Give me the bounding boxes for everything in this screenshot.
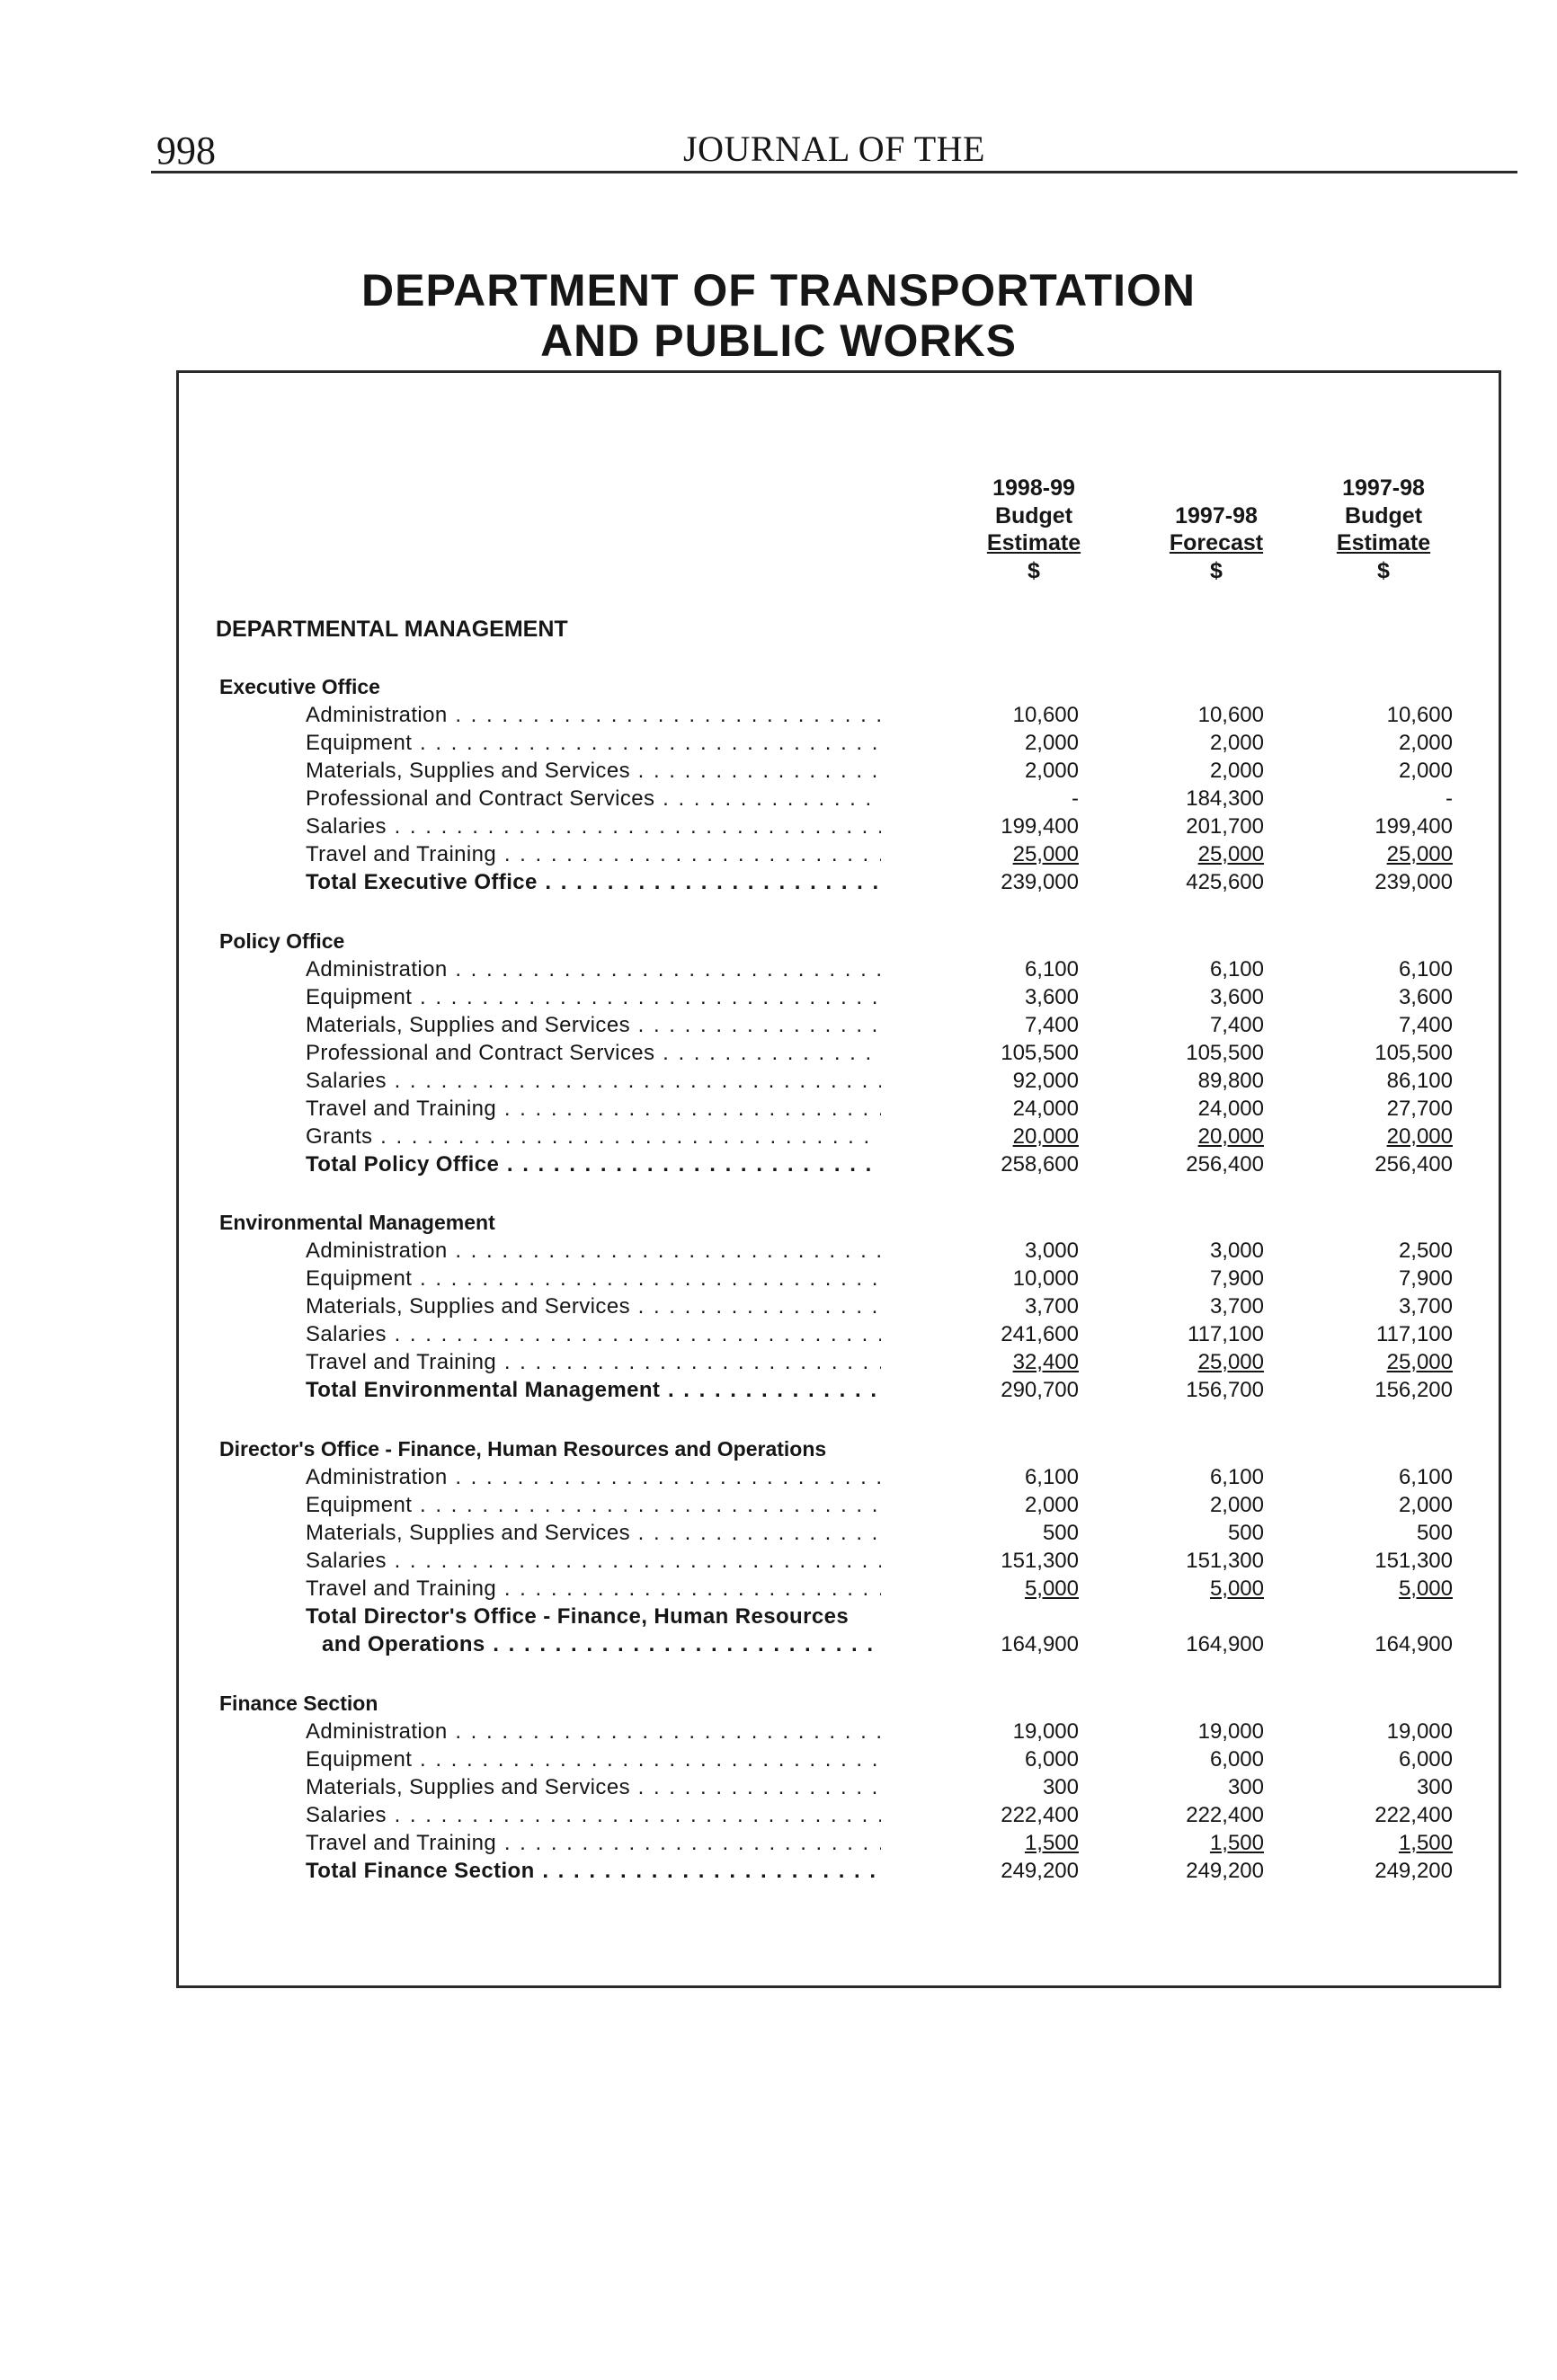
row-label: Travel and Training . . .	[306, 1097, 881, 1122]
column-header-line: Forecast	[1169, 530, 1264, 555]
table-row	[0, 703, 1557, 731]
value-1997-98-forecast: 164,900	[1186, 1632, 1264, 1656]
row-label: Professional and Contract Services . . .	[306, 786, 881, 812]
total-label-first-line: Total Director's Office - Finance, Human Resources	[306, 1604, 850, 1629]
table-row	[0, 1322, 1557, 1350]
value-1997-98-estimate: 222,400	[1375, 1803, 1453, 1827]
row-label: Materials, Supplies and Services . . .	[306, 1775, 881, 1800]
department-title	[180, 265, 1377, 366]
department-title-line-1: DEPARTMENT OF TRANSPORTATION	[361, 265, 1196, 315]
value-1997-98-estimate: 105,500	[1375, 1041, 1453, 1065]
table-row	[0, 1124, 1557, 1152]
value-1997-98-forecast: 117,100	[1188, 1322, 1264, 1346]
value-1997-98-estimate: 25,000	[1386, 1350, 1453, 1374]
section-title: DEPARTMENTAL MANAGEMENT	[216, 617, 568, 642]
column-header-line: 1997-98	[1342, 475, 1425, 501]
table-row	[0, 1719, 1557, 1747]
value-1997-98-estimate: 5,000	[1398, 1576, 1453, 1601]
value-1998-99-estimate: -	[1072, 786, 1079, 811]
table-row	[0, 1747, 1557, 1775]
group-title-executive-office: Executive Office	[219, 675, 380, 698]
value-1997-98-estimate: 2,000	[1398, 759, 1453, 783]
value-1997-98-forecast: 105,500	[1186, 1041, 1264, 1065]
value-1997-98-estimate: 19,000	[1386, 1719, 1453, 1744]
value-1997-98-estimate: 2,000	[1398, 1493, 1453, 1517]
value-1997-98-forecast: 20,000	[1197, 1124, 1264, 1149]
total-row	[0, 870, 1557, 898]
value-1997-98-estimate: 7,900	[1398, 1266, 1453, 1291]
value-1997-98-forecast: 6,000	[1209, 1747, 1264, 1772]
column-header-line: Budget	[1344, 502, 1423, 528]
value-1998-99-estimate: 32,400	[1012, 1350, 1079, 1374]
value-1998-99-estimate: 3,000	[1024, 1239, 1079, 1263]
table-row	[0, 1521, 1557, 1549]
value-1997-98-estimate: 27,700	[1386, 1097, 1453, 1121]
row-label: and Operations . . .	[322, 1632, 881, 1657]
column-header-line: Estimate	[1336, 530, 1431, 555]
value-1998-99-estimate: 241,600	[1001, 1322, 1079, 1346]
table-row	[0, 1549, 1557, 1576]
running-header	[151, 122, 1517, 173]
value-1997-98-forecast: 25,000	[1197, 1350, 1264, 1374]
row-label: Total Finance Section . . .	[306, 1859, 881, 1884]
row-label: Administration . . .	[306, 1239, 881, 1264]
value-1997-98-forecast: 25,000	[1197, 842, 1264, 866]
row-label: Materials, Supplies and Services . . .	[306, 1521, 881, 1546]
value-1998-99-estimate: 500	[1042, 1521, 1079, 1545]
table-row	[0, 814, 1557, 842]
value-1997-98-estimate: 500	[1416, 1521, 1453, 1545]
value-1998-99-estimate: 5,000	[1024, 1576, 1079, 1601]
value-1997-98-forecast: 3,700	[1209, 1294, 1264, 1319]
table-row	[0, 1775, 1557, 1803]
value-1998-99-estimate: 25,000	[1012, 842, 1079, 866]
value-1997-98-estimate: 6,100	[1398, 957, 1453, 981]
row-label: Equipment . . .	[306, 985, 881, 1010]
value-1998-99-estimate: 105,500	[1001, 1041, 1079, 1065]
value-1998-99-estimate: 20,000	[1012, 1124, 1079, 1149]
row-label: Materials, Supplies and Services . . .	[306, 1013, 881, 1038]
value-1998-99-estimate: 1,500	[1024, 1831, 1079, 1855]
value-1998-99-estimate: 300	[1042, 1775, 1079, 1799]
value-1997-98-estimate: 3,600	[1398, 985, 1453, 1009]
table-row	[0, 957, 1557, 985]
value-1998-99-estimate: 6,100	[1024, 1465, 1079, 1489]
value-1997-98-estimate: 3,700	[1398, 1294, 1453, 1319]
value-1997-98-forecast: 6,100	[1209, 957, 1264, 981]
value-1997-98-forecast: 24,000	[1197, 1097, 1264, 1121]
value-1998-99-estimate: 290,700	[1001, 1378, 1079, 1402]
value-1997-98-estimate: 249,200	[1375, 1859, 1453, 1883]
value-1997-98-forecast: 184,300	[1186, 786, 1264, 811]
column-header-1997-98-budget-estimate	[1307, 475, 1460, 584]
table-row	[0, 1803, 1557, 1831]
value-1997-98-forecast: 249,200	[1186, 1859, 1264, 1883]
value-1997-98-forecast: 300	[1227, 1775, 1264, 1799]
value-1997-98-forecast: 2,000	[1209, 759, 1264, 783]
table-row	[0, 731, 1557, 759]
value-1998-99-estimate: 2,000	[1024, 1493, 1079, 1517]
value-1997-98-forecast: 3,600	[1209, 985, 1264, 1009]
value-1997-98-estimate: 86,100	[1386, 1069, 1453, 1093]
group-title-policy-office: Policy Office	[219, 929, 345, 953]
value-1998-99-estimate: 239,000	[1001, 870, 1079, 894]
table-row	[0, 1097, 1557, 1124]
value-1997-98-estimate: 1,500	[1398, 1831, 1453, 1855]
value-1997-98-forecast: 7,900	[1209, 1266, 1264, 1291]
total-row	[0, 1152, 1557, 1180]
value-1997-98-estimate: 6,100	[1398, 1465, 1453, 1489]
column-header-unit: $	[1210, 557, 1223, 583]
value-1998-99-estimate: 258,600	[1001, 1152, 1079, 1177]
table-row	[0, 1493, 1557, 1521]
group-title-environmental-management: Environmental Management	[219, 1211, 495, 1234]
value-1997-98-forecast: 256,400	[1186, 1152, 1264, 1177]
table-row	[0, 1069, 1557, 1097]
table-row	[0, 842, 1557, 870]
row-label: Administration . . .	[306, 1719, 881, 1745]
column-header-1997-98-forecast	[1140, 475, 1293, 584]
value-1998-99-estimate: 2,000	[1024, 759, 1079, 783]
value-1998-99-estimate: 24,000	[1012, 1097, 1079, 1121]
table-row	[0, 1239, 1557, 1266]
value-1997-98-forecast: 2,000	[1209, 731, 1264, 755]
row-label: Travel and Training . . .	[306, 1831, 881, 1856]
table-row	[0, 1294, 1557, 1322]
value-1998-99-estimate: 151,300	[1001, 1549, 1079, 1573]
table-row	[0, 1831, 1557, 1859]
value-1997-98-estimate: 25,000	[1386, 842, 1453, 866]
value-1997-98-estimate: 300	[1416, 1775, 1453, 1799]
value-1998-99-estimate: 3,600	[1024, 985, 1079, 1009]
table-row	[0, 1465, 1557, 1493]
value-1997-98-forecast: 151,300	[1186, 1549, 1264, 1573]
value-1997-98-estimate: 10,600	[1386, 703, 1453, 727]
row-label: Travel and Training . . .	[306, 1350, 881, 1375]
value-1997-98-estimate: 2,500	[1398, 1239, 1453, 1263]
row-label: Total Policy Office . . .	[306, 1152, 881, 1177]
column-header-unit: $	[1377, 557, 1390, 583]
value-1998-99-estimate: 10,600	[1012, 703, 1079, 727]
value-1997-98-estimate: 239,000	[1375, 870, 1453, 894]
column-header-unit: $	[1028, 557, 1040, 583]
value-1998-99-estimate: 2,000	[1024, 731, 1079, 755]
value-1998-99-estimate: 10,000	[1012, 1266, 1079, 1291]
row-label: Equipment . . .	[306, 1747, 881, 1772]
group-title-finance-section: Finance Section	[219, 1692, 378, 1715]
total-row	[0, 1859, 1557, 1887]
row-label: Grants . . .	[306, 1124, 881, 1150]
value-1997-98-forecast: 156,700	[1186, 1378, 1264, 1402]
department-title-line-2: AND PUBLIC WORKS	[540, 315, 1017, 366]
column-header-1998-99-budget-estimate	[957, 475, 1110, 584]
value-1997-98-estimate: 7,400	[1398, 1013, 1453, 1037]
table-row	[0, 759, 1557, 786]
value-1997-98-forecast: 6,100	[1209, 1465, 1264, 1489]
value-1998-99-estimate: 164,900	[1001, 1632, 1079, 1656]
value-1998-99-estimate: 199,400	[1001, 814, 1079, 839]
column-header-line: 1997-98	[1175, 502, 1258, 528]
value-1997-98-forecast: 222,400	[1186, 1803, 1264, 1827]
row-label: Salaries . . .	[306, 814, 881, 839]
value-1997-98-estimate: 20,000	[1386, 1124, 1453, 1149]
column-header-line: Estimate	[986, 530, 1081, 555]
total-row	[0, 1378, 1557, 1406]
value-1997-98-estimate: -	[1446, 786, 1453, 811]
row-label: Salaries . . .	[306, 1803, 881, 1828]
page-number: 998	[156, 129, 216, 173]
value-1997-98-estimate: 256,400	[1375, 1152, 1453, 1177]
value-1998-99-estimate: 19,000	[1012, 1719, 1079, 1744]
row-label: Administration . . .	[306, 703, 881, 728]
value-1998-99-estimate: 6,100	[1024, 957, 1079, 981]
value-1998-99-estimate: 3,700	[1024, 1294, 1079, 1319]
value-1997-98-forecast: 2,000	[1209, 1493, 1264, 1517]
row-label: Equipment . . .	[306, 1493, 881, 1518]
table-row	[0, 1041, 1557, 1069]
value-1997-98-forecast: 1,500	[1209, 1831, 1264, 1855]
value-1997-98-estimate: 151,300	[1375, 1549, 1453, 1573]
row-label: Administration . . .	[306, 957, 881, 982]
value-1998-99-estimate: 6,000	[1024, 1747, 1079, 1772]
value-1997-98-forecast: 425,600	[1186, 870, 1264, 894]
table-row	[0, 786, 1557, 814]
column-header-line	[1140, 475, 1293, 502]
value-1997-98-forecast: 89,800	[1197, 1069, 1264, 1093]
value-1997-98-forecast: 5,000	[1209, 1576, 1264, 1601]
row-label: Travel and Training . . .	[306, 1576, 881, 1602]
table-row	[0, 1350, 1557, 1378]
row-label: Salaries . . .	[306, 1069, 881, 1094]
value-1997-98-forecast: 500	[1227, 1521, 1264, 1545]
journal-title: JOURNAL OF THE	[683, 129, 985, 169]
value-1997-98-estimate: 164,900	[1375, 1632, 1453, 1656]
value-1997-98-forecast: 201,700	[1186, 814, 1264, 839]
value-1998-99-estimate: 249,200	[1001, 1859, 1079, 1883]
value-1997-98-forecast: 3,000	[1209, 1239, 1264, 1263]
value-1998-99-estimate: 7,400	[1024, 1013, 1079, 1037]
row-label: Materials, Supplies and Services . . .	[306, 1294, 881, 1319]
row-label: Equipment . . .	[306, 731, 881, 756]
value-1997-98-estimate: 156,200	[1375, 1378, 1453, 1402]
row-label: Materials, Supplies and Services . . .	[306, 759, 881, 784]
row-label: Total Environmental Management . . .	[306, 1378, 881, 1403]
value-1997-98-estimate: 117,100	[1376, 1322, 1453, 1346]
row-label: Equipment . . .	[306, 1266, 881, 1292]
row-label: Salaries . . .	[306, 1549, 881, 1574]
row-label: Salaries . . .	[306, 1322, 881, 1347]
group-title-directors-office: Director's Office - Finance, Human Resources and Operations	[219, 1437, 827, 1461]
column-header-line: Budget	[994, 502, 1073, 528]
row-label: Administration . . .	[306, 1465, 881, 1490]
row-label: Travel and Training . . .	[306, 842, 881, 867]
table-row	[0, 985, 1557, 1013]
value-1998-99-estimate: 92,000	[1012, 1069, 1079, 1093]
value-1998-99-estimate: 222,400	[1001, 1803, 1079, 1827]
table-row	[0, 1576, 1557, 1604]
total-row	[0, 1632, 1557, 1660]
value-1997-98-forecast: 10,600	[1197, 703, 1264, 727]
value-1997-98-estimate: 2,000	[1398, 731, 1453, 755]
value-1997-98-forecast: 7,400	[1209, 1013, 1264, 1037]
value-1997-98-estimate: 6,000	[1398, 1747, 1453, 1772]
table-row	[0, 1013, 1557, 1041]
value-1997-98-estimate: 199,400	[1375, 814, 1453, 839]
row-label: Total Executive Office . . .	[306, 870, 881, 895]
table-row	[0, 1266, 1557, 1294]
column-header-line: 1998-99	[992, 475, 1075, 501]
row-label: Professional and Contract Services . . .	[306, 1041, 881, 1066]
value-1997-98-forecast: 19,000	[1197, 1719, 1264, 1744]
